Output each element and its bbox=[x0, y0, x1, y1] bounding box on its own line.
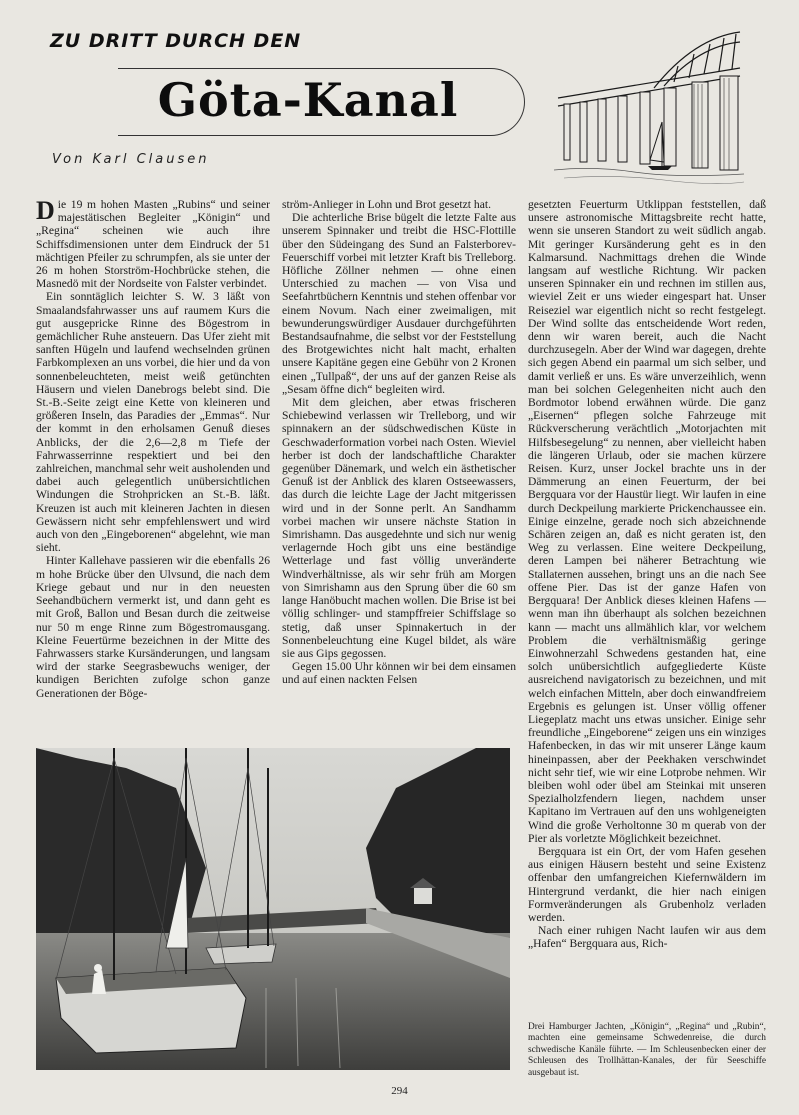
paragraph: gesetzten Feuerturm Utklippan feststellen, daß unsere astronomische Mittagsbreite recht hatte, wenn sie unseren Standort zu weit südlich angab. Mit geringer Kursänderung geht es in den Kalmarsund. Nachmittags drehen die Winde langsam auf westliche Richtung. Wir packen unseren Spinnaker ein und rechnen im stillen aus, wieviel Zeit er uns wieder eingespart hat. Unser Reiseziel war eigentlich nicht so recht festgelegt. Der Wind sollte das entscheidende Wort reden, denn wir waren bereit, auch die Nacht durchzusegeln. Aber der Wind war dagegen, drehte sich gegen Abend ein paarmal um sich selber, und damit verließ er uns. Es wäre unverzeihlich, wenn man bei solchen Gelegenheiten nicht auch den Bordmotor lobend erwähnen würde. Die ganz „Eisernen“ pflegen solche Fahrzeuge mit Rückverscherung verächtlich „Motorjachten mit Hilfsbesegelung“ zu nennen, aber vielleicht haben die längeren Urlaub, oder sie machen kürzere Reisen. Kurz, unser Jockel brachte uns in der Dämmerung an einen Feuerturm, der bei Bergquara vor der Haustür liegt. Wir laufen in eine durch Deckpeilung markierte Prickenchaussee ein. Einige einzelne, gerade noch sich abzeichnende Schären zeigen an, daß es nicht geraten ist, den Weg zu verlassen. Eine weitere Deckpeilung, deren Lampen bei näherer Betrachtung wie Stallaternen aussehen, bringt uns an die nach See offene Pier. Das ist der ganze Hafen von Bergquara! Der Anblick dieses kleinen Hafens — wenn man ihn überhaupt als solchen bezeichnen kann — macht uns allmählich klar, vor welchem Problem die verhältnismäßig geringe Einwohnerzahl Schwedens gestanden hat, eine solch unübersichtlich aufgegliederte Küste ausreichend navigatorisch zu bezeichnen, und mit welch einfachen Mitteln, aber doch einwandfreiem Ergebnis es gelungen ist. Unser völlig offener Liegeplatz macht uns etwas unsicher. Einige sehr freundliche „Eingeborene“ zeigen uns ein winziges Hafenbecken, in das wir mit unserer Länge kaum hineinpassen, aber der Peekhaken verschwindet nicht sehr tief, wie wir eine Lotprobe nehmen. Wir bleiben wohl oder übel am Steinkai mit unseren Spezialholzfendern liegen, nachdem unser Kapitano im Vertrauen auf den uns wohlgeneigten Wind die große Verholtonne 30 m querab von der Pier als vorletzte Möglichkeit bezeichnet. bbox=[528, 198, 766, 845]
paragraph: Gegen 15.00 Uhr können wir bei dem einsamen und auf einen nackten Felsen bbox=[282, 660, 516, 687]
paragraph: Nach einer ruhigen Nacht laufen wir aus dem „Hafen“ Bergquara aus, Rich- bbox=[528, 924, 766, 951]
article-column-1 bbox=[36, 198, 270, 728]
page-number: 294 bbox=[391, 1085, 408, 1097]
paragraph bbox=[36, 198, 270, 290]
canal-lock-photo bbox=[36, 748, 510, 1070]
drop-cap: D bbox=[36, 198, 55, 225]
paragraph: Mit dem gleichen, aber etwas frischeren Schiebewind verlassen wir Trelleborg, und wir spinnakern an der südschwedischen Küste in Geschwaderformation vorbei nach Osten. Wieviel herber ist doch der landschaftliche Charakter gegenüber Dänemark, und welch ein ästhetischer Genuß ist der Anblick des klaren Ostseewassers, das durch die leichte Lage der Jacht mitgerissen wird und in der Sonne perlt. An Sandhamm vorbei machen wir unsere nächste Station in Simrishamn. Das ausgedehnte und sich nur wenig verlagernde Hoch gibt uns eine beständige Wetterlage und fast völlig unveränderte Windverhältnisse, als wir sehr früh am Morgen von Simrishamn aus den Sprung über die 60 sm lange Hanöbucht machen wollen. Die Brise ist bei völlig schlinger- und stampffreier Schiffslage so stetig, daß unser Spinnakertuch in der Sonnenbeleuchtung eine Kugel bildet, als wäre sie aus Gips gegossen. bbox=[282, 396, 516, 660]
paragraph: Hinter Kallehave passieren wir die ebenfalls 26 m hohe Brücke über den Ulvsund, die nach dem Kriege gebaut und nur in den neuesten Seehandbüchern vermerkt ist, und dann geht es mit Groß, Ballon und Besan durch die zeitweise nur 50 m enge Rinne zum Bögestromausgang. Kleine Feuertürme bezeichnen in der Mitte des Fahrwassers starke Kursänderungen, und langsam wird der starke Seegrasbewuchs weniger, der kundigen Berichten zufolge schon ganze Generationen der Böge- bbox=[36, 554, 270, 700]
paragraph-text: ie 19 m hohen Masten „Rubins“ und seiner majestätischen Begleiter „Königin“ und „Regina“ scheinen wie auch ihre Schiffsdimensionen unter dem Eindruck der 51 mächtigen Pfeiler zu schrumpfen, als sie unter der 26 m hohen Storström-Hochbrücke stehen, die Masnedö mit der Nordseite von Falster verbindet. bbox=[36, 198, 270, 291]
paragraph: Die achterliche Brise bügelt die letzte Falte aus unserem Spinnaker und treibt die HSC-Flottille über den Südeingang des Sund an Falsterborev-Feuerschiff vorbei mit letzter Kraft bis Trelleborg. Höfliche Zöllner nehmen — ohne einen Unterschied zu machen — von Visa und Seefahrtbüchern Kenntnis und stehen offenbar vor einem Novum. Nach einer zweimaligen, mit bewunderungswürdiger Ausdauer durchgeführten Bestandsaufnahme, die selbst vor der Feststellung des Brotgewichtes nicht halt macht, erhalten unsere Kapitäne gegen eine Gebühr von 2 Kronen einen „Tullpaß“, der uns auf der ganzen Reise als „Sesam öffne dich“ begleiten wird. bbox=[282, 211, 516, 396]
article-kicker: ZU DRITT DURCH DEN bbox=[50, 30, 302, 52]
article-byline: Von Karl Clausen bbox=[52, 152, 210, 167]
photo-caption: Drei Hamburger Jachten, „Königin“, „Regina“ und „Rubin“, machten eine gemeinsame Schwedenreise, die durch schwedische Kanäle führte. — Im Schleusenbecken einer der Schleusen des Trollhättan-Kanales, der für Seeschiffe ausgebaut ist. bbox=[528, 1022, 766, 1078]
bridge-sketch-illustration bbox=[554, 18, 744, 188]
article-column-2 bbox=[282, 198, 516, 728]
article-title: Göta-Kanal bbox=[157, 73, 459, 127]
paragraph: Ein sonntäglich leichter S. W. 3 läßt von Smaalandsfahrwasser uns auf raumem Kurs die gut ausgepricke Rinne des Bögestrom in gemächlicher Ruhe ansteuern. Das Ufer zieht mit sanften Hügeln und laufend wechselnden grünen Farbkomplexen an uns vorbei, die hier und da von sonnenbeleuchteten, meist weiß getünchten Häusern und vielen Danebrogs belebt sind. Die St.-B.-Seite zeigt eine Kette von kleineren und größeren Inseln, das Paradies der „Emmas“. Nur der kommt in den erholsamen Genuß dieses Anblicks, der die 2,6—2,8 m Tiefe der Fahrwasserrinne respektiert und bei den zahlreichen, manchmal sehr weit ausholenden und dabei auch gelegentlich unübersichtlichen Windungen die Strohpricken an St.-B. läßt. Kreuzen ist auch mit kleineren Jachten in diesen Gewässern nicht sehr empfehlenswert und wird auch von den „Eingeborenen“ abgelehnt, wie man sieht. bbox=[36, 290, 270, 555]
paragraph: ström-Anlieger in Lohn und Brot gesetzt hat. bbox=[282, 198, 491, 211]
article-column-3 bbox=[528, 198, 766, 1018]
paragraph: Bergquara ist ein Ort, der vom Hafen gesehen aus einigen Häusern besteht und seine Existenz offenbar den umfangreichen Kiefernwäldern im Hintergrund verdankt, die hier nach einigen Formveränderungen als Grubenholz verladen werden. bbox=[528, 844, 766, 924]
